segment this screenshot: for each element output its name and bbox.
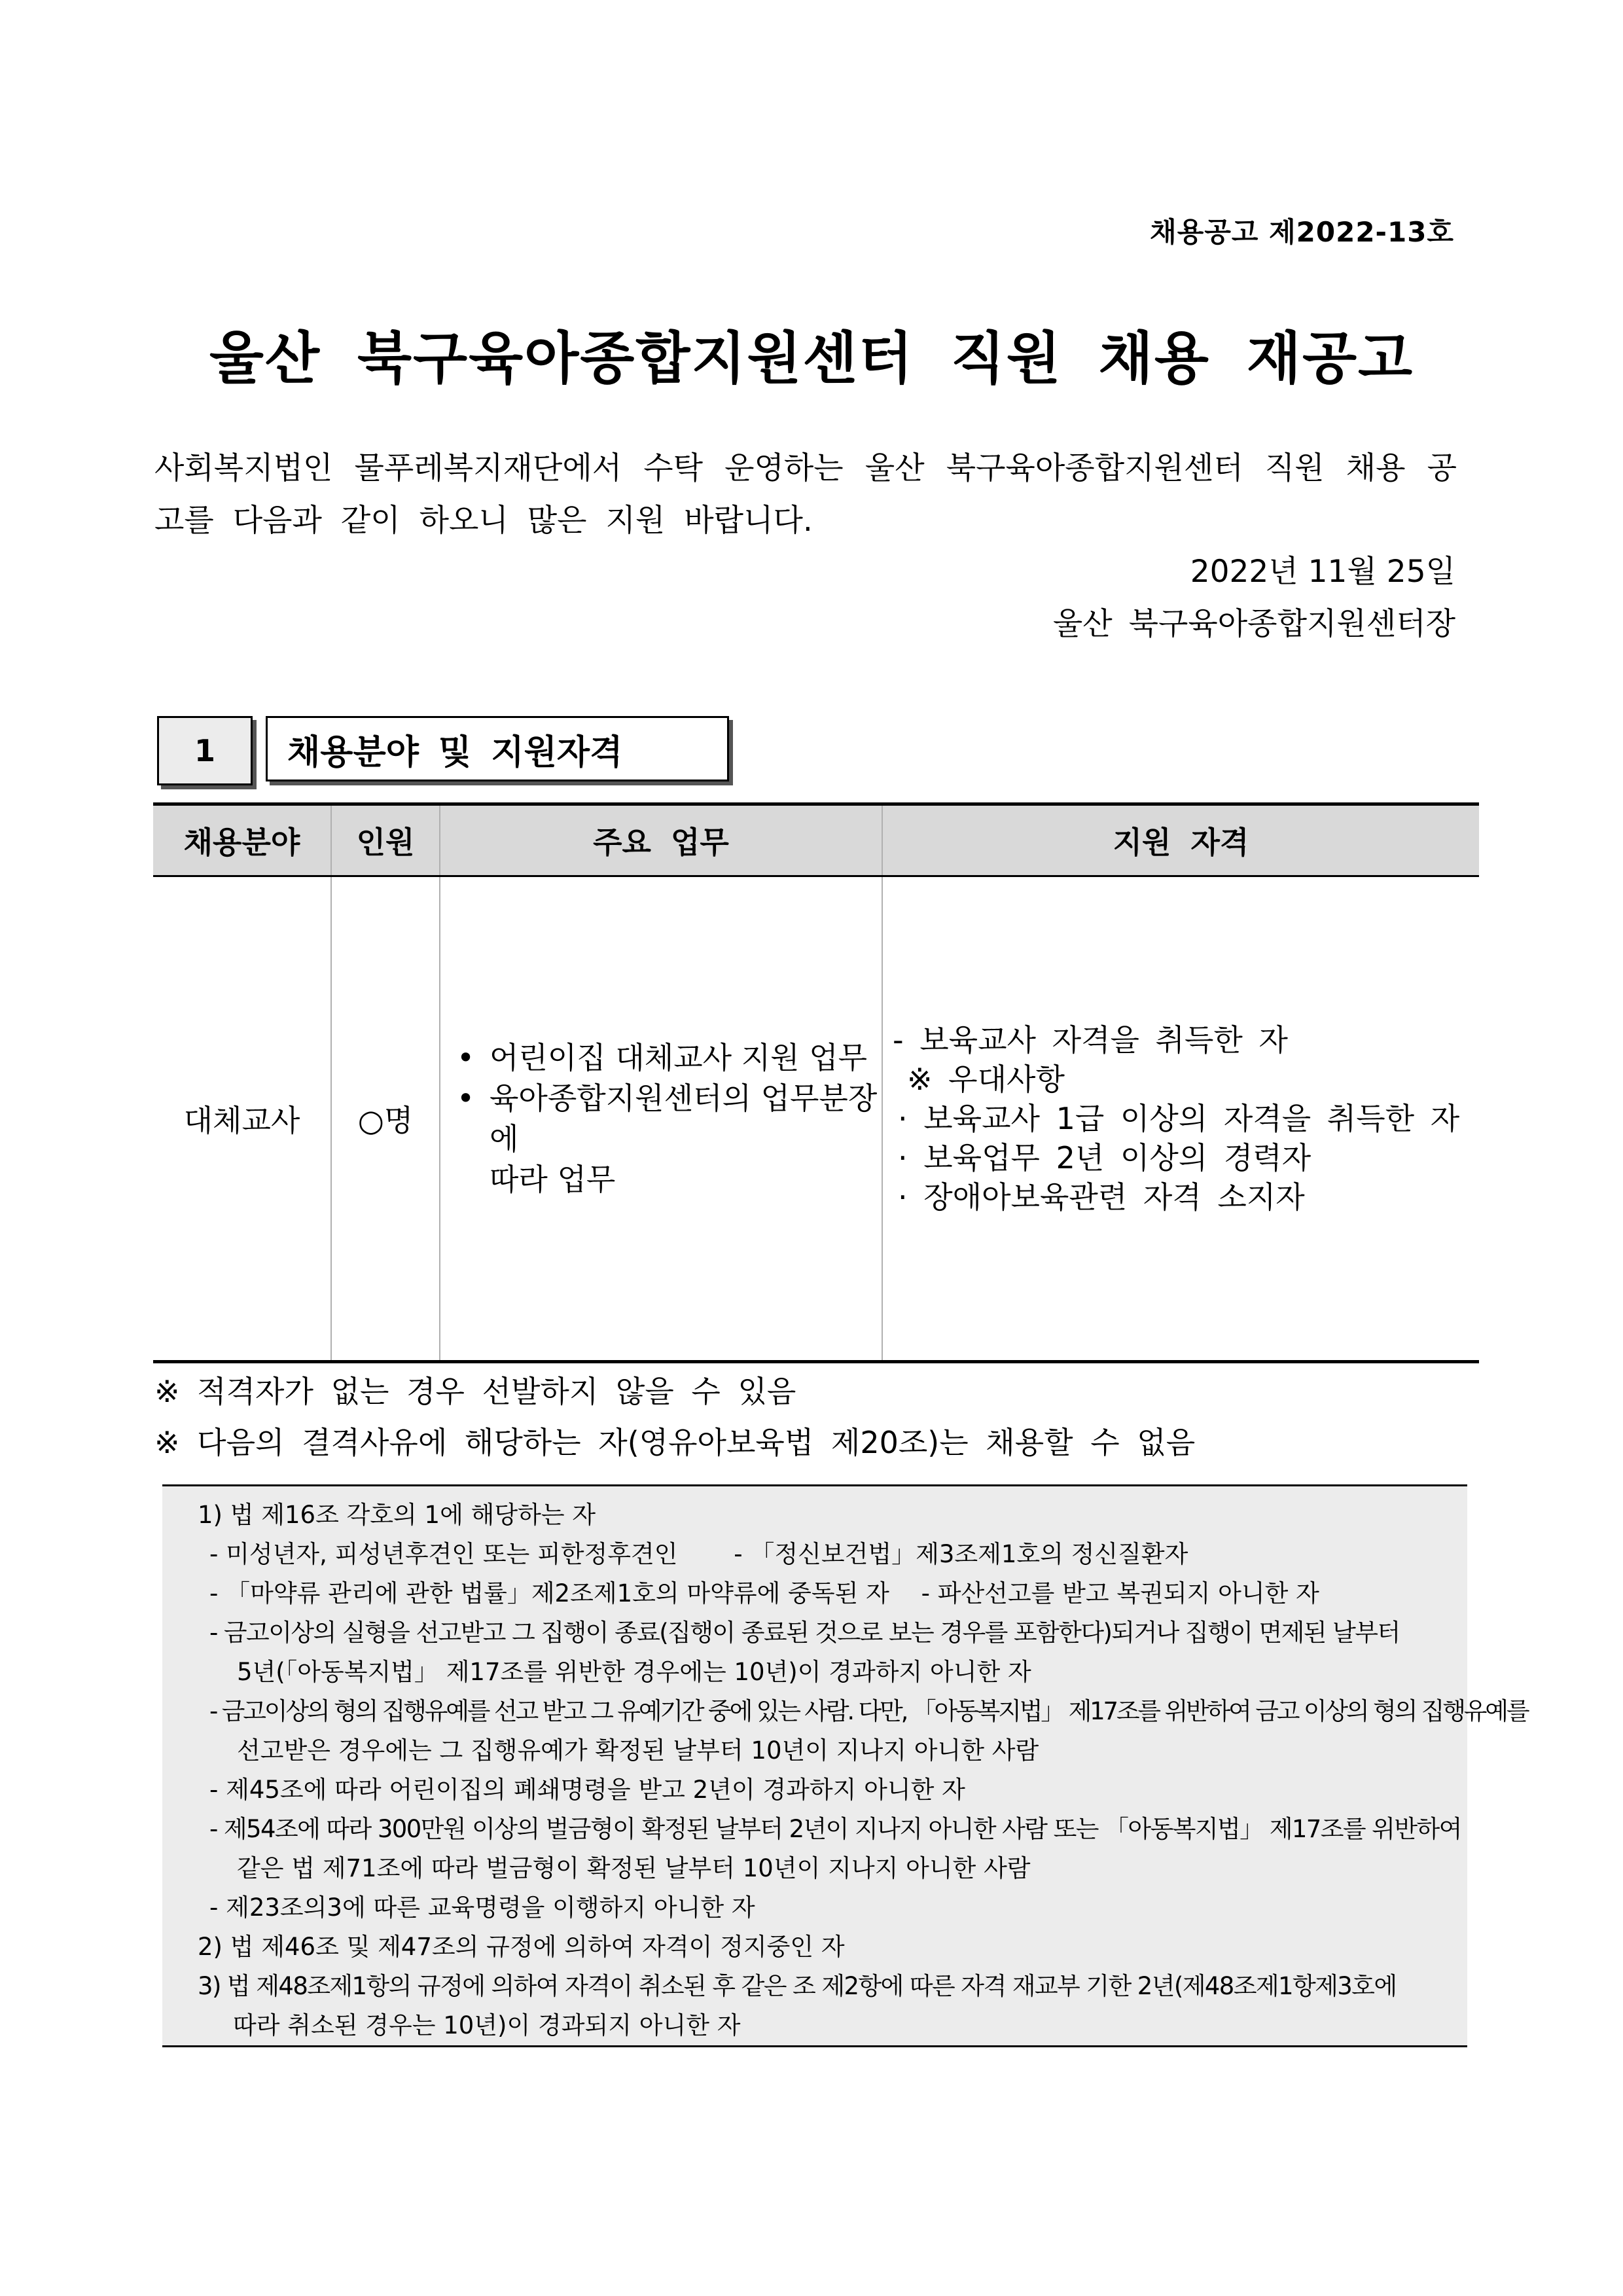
disqualification-line: 같은 법 제71조에 따라 벌금형이 확정된 날부터 10년이 지나지 아니한 사람 xyxy=(237,1854,1031,1882)
cell-qualifications xyxy=(882,876,1479,1362)
table-header-row xyxy=(153,804,1479,876)
preference-heading: ※ 우대사항 xyxy=(907,1062,1065,1097)
cell-field: 대체교사 xyxy=(153,876,331,1362)
preference-item: · 보육업무 2년 이상의 경력자 xyxy=(898,1140,1311,1175)
disqualification-line: - 제23조의3에 따른 교육명령을 이행하지 아니한 자 xyxy=(209,1893,755,1922)
disqualification-line: - 제54조에 따라 300만원 이상의 벌금형이 확정된 날부터 2년이 지나지 아니한 사람 또는 「아동복지법」 제17조를 위반하여 xyxy=(209,1815,1461,1843)
page-title: 울산 북구육아종합지원센터 직원 채용 재공고 xyxy=(209,326,1414,391)
notice-number: 채용공고 제2022-13호 xyxy=(1150,216,1454,248)
header-qualifications: 지원 자격 xyxy=(882,804,1479,876)
cell-duties xyxy=(440,876,882,1362)
header-count: 인원 xyxy=(331,804,440,876)
header-duties: 주요 업무 xyxy=(440,804,882,876)
disqualification-line: 따라 취소된 경우는 10년)이 경과되지 아니한 자 xyxy=(233,2011,741,2039)
disqualification-line: - 제45조에 따라 어린이집의 폐쇄명령을 받고 2년이 경과하지 아니한 자 xyxy=(209,1776,965,1804)
disqualification-line: - 「마약류 관리에 관한 법률」제2조제1호의 마약류에 중독된 자 - 파산선고를 받고 복권되지 아니한 자 xyxy=(209,1579,1319,1607)
disqualification-line: 3) 법 제48조제1항의 규정에 의하여 자격이 취소된 후 같은 조 제2항에 따른 자격 재교부 기한 2년(제48조제1항제3호에 xyxy=(198,1972,1397,2000)
section-title: 채용분야 및 지원자격 xyxy=(266,716,729,781)
cell-count: ○명 xyxy=(331,876,440,1362)
disqualification-box xyxy=(162,1484,1528,2047)
recruitment-table xyxy=(153,802,1479,1363)
intro-paragraph: 사회복지법인 물푸레복지재단에서 수탁 운영하는 울산 북구육아종합지원센터 직원 채용 공고를 다음과 같이 하오니 많은 지원 바랍니다. xyxy=(154,450,1457,539)
duty-item-continued xyxy=(457,1159,881,1200)
qualification-item: - 보육교사 자격을 취득한 자 xyxy=(893,1022,1288,1058)
duty-item: • 어린이집 대체교사 지원 업무 xyxy=(457,1037,881,1078)
disqualification-line: - 미성년자, 피성년후견인 또는 피한정후견인 - 「정신보건법」제3조제1호의 정신질환자 xyxy=(209,1540,1188,1568)
disqualification-line: 2) 법 제46조 및 제47조의 규정에 의하여 자격이 정지중인 자 xyxy=(198,1933,845,1961)
disqualification-line: 1) 법 제16조 각호의 1에 해당하는 자 xyxy=(198,1501,596,1529)
duty-continuation-text: 따라 업무 xyxy=(490,1162,616,1197)
preference-item: · 장애아보육관련 자격 소지자 xyxy=(898,1179,1305,1215)
disqualification-line: - 금고이상의 형의 집행유예를 선고 받고 그 유예기간 중에 있는 사람. 다만, 「아동복지법」 제17조를 위반하여 금고 이상의 형의 집행유예를 xyxy=(209,1697,1528,1725)
note-disqualification: ※ 다음의 결격사유에 해당하는 자(영유아보육법 제20조)는 채용할 수 없음 xyxy=(154,1425,1196,1460)
duty-item: • 육아종합지원센터의 업무분장에 xyxy=(457,1078,881,1159)
disqualification-line: 5년(「아동복지법」 제17조를 위반한 경우에는 10년)이 경과하지 아니한 자 xyxy=(237,1658,1031,1686)
duties-list xyxy=(441,1037,881,1200)
disqualification-line: 선고받은 경우에는 그 집행유예가 확정된 날부터 10년이 지나지 아니한 사람 xyxy=(237,1736,1039,1765)
qualifications-list xyxy=(883,1020,1478,1217)
issuer-name: 울산 북구육아종합지원센터장 xyxy=(1052,606,1455,642)
disqualification-line: - 금고이상의 실형을 선고받고 그 집행이 종료(집행이 종료된 것으로 보는 경우를 포함한다)되거나 집행이 면제된 날부터 xyxy=(209,1619,1400,1647)
section-number: 1 xyxy=(157,716,253,785)
note-no-qualified: ※ 적격자가 없는 경우 선발하지 않을 수 있음 xyxy=(154,1374,796,1409)
table-row xyxy=(153,876,1479,1362)
preference-item: · 보육교사 1급 이상의 자격을 취득한 자 xyxy=(898,1101,1460,1136)
notice-date: 2022년 11월 25일 xyxy=(1190,554,1455,590)
header-field: 채용분야 xyxy=(153,804,331,876)
